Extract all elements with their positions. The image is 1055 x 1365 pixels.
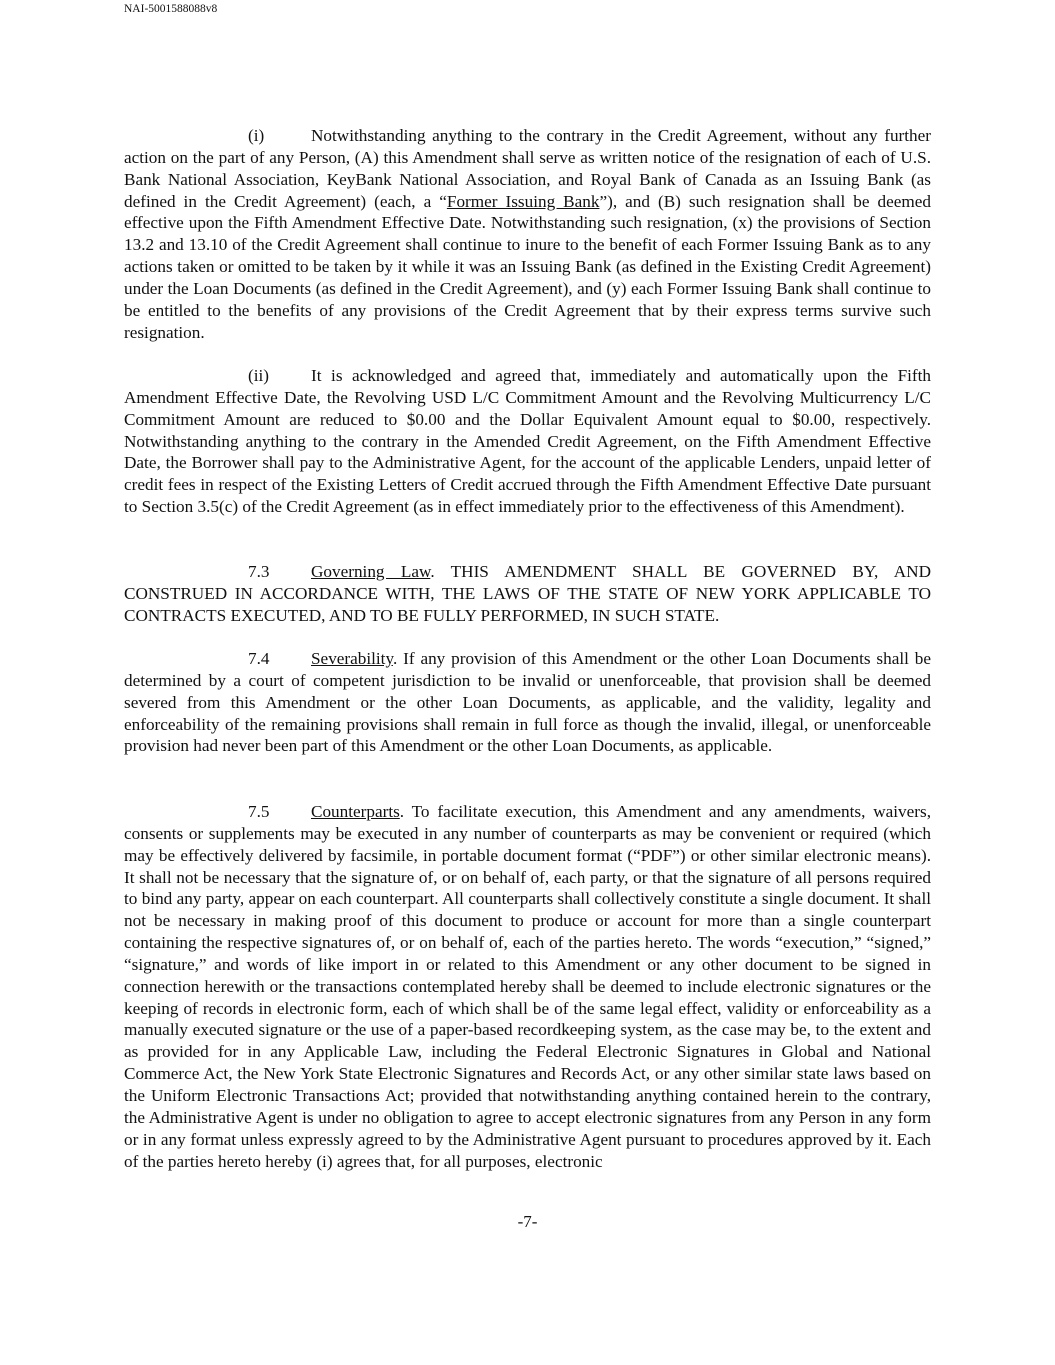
paragraph-text: ”), and (B) such resignation shall be deemed effective upon the Fifth Amendment Effective Date. Notwithstanding such resignation, (x) the provisions of Section 13.2 and 13.10 of the Credit Agreement shall continue to inure to the benefit of each Former Issuing Bank as to any actions taken or omitted to be taken by it while it was an Issuing Bank (as defined in the Existing Credit Agreement) under the Loan Documents (as defined in the Credit Agreement), and (y) each Former Issuing Bank shall continue to be entitled to the benefits of any provisions of the Credit Agreement that by their express terms survive such resignation.	[124, 191, 931, 342]
section-heading: Severability	[311, 649, 393, 668]
section-text: . If any provision of this Amendment or the other Loan Documents shall be determined by a court of competent jurisdiction to be invalid or unenforceable, that provision shall be deemed severed from this Amendment or the other Loan Documents, as applicable, and the validity, legality and enforceability of the remaining provisions shall remain in full force as though the invalid, illegal, or unenforceable provision had never been part of this Amendment or the other Loan Documents, as applicable.	[124, 649, 931, 756]
section-number: 7.5	[248, 802, 270, 821]
paragraph-i	[124, 125, 931, 343]
section-text: . To facilitate execution, this Amendment and any amendments, waivers, consents or supplements may be executed in any number of counterparts as may be convenient or required (which may be effectively delivered by facsimile, in portable document format (“PDF”) or other similar electronic means). It shall not be necessary that the signature of, or on behalf of, each party, or that the signature of all persons required to bind any party, appear on each counterpart. All counterparts shall collectively constitute a single document. It shall not be necessary in making proof of this document to produce or account for more than a single counterpart containing the respective signatures of, or on behalf of, each of the parties hereto. The words “execution,” “signed,” “signature,” and words of like import in or related to this Amendment or any other document to be signed in connection herewith or the transactions contemplated hereby shall be deemed to include electronic signatures or the keeping of records in electronic form, each of which shall be of the same legal effect, validity or enforceability as a manually executed signature or the use of a paper-based recordkeeping system, as the case may be, to the extent and as provided for in any Applicable Law, including the Federal Electronic Signatures in Global and National Commerce Act, the New York State Electronic Signatures and Records Act, or any other similar state laws based on the Uniform Electronic Transactions Act; provided that notwithstanding anything contained herein to the contrary, the Administrative Agent is under no obligation to agree to accept electronic signatures from any Person in any form or in any format unless expressly agreed to by the Administrative Agent pursuant to procedures approved by it. Each of the parties hereto hereby (i) agrees that, for all purposes, electronic	[124, 802, 931, 1171]
section-7-5	[124, 801, 931, 1172]
paragraph-ii	[124, 365, 931, 518]
paragraph-text: Notwithstanding anything to the contrary in the Credit Agreement, without any further action on the part of any Person, (A) this Amendment shall serve as written notice of the resignation of each of U.S. Bank National Association, KeyBank National Association, and Royal Bank of Canada as an Issuing Bank (as defined in the Credit Agreement) (each, a “	[124, 126, 931, 211]
section-number: 7.4	[248, 649, 270, 668]
section-7-4	[124, 648, 931, 757]
paragraph-label: (i)	[248, 126, 265, 145]
section-text: . THIS AMENDMENT SHALL BE GOVERNED BY, AND CONSTRUED IN ACCORDANCE WITH, THE LAWS OF THE STATE OF NEW YORK APPLICABLE TO CONTRACTS EXECUTED, AND TO BE FULLY PERFORMED, IN SUCH STATE.	[124, 562, 931, 625]
paragraph-label: (ii)	[248, 366, 269, 385]
section-number: 7.3	[248, 562, 270, 581]
section-heading: Governing Law	[311, 562, 431, 581]
section-heading: Counterparts	[311, 802, 400, 821]
document-id: NAI-5001588088v8	[124, 3, 218, 15]
page-number: -7-	[517, 1212, 538, 1231]
paragraph-text: It is acknowledged and agreed that, immediately and automatically upon the Fifth Amendment Effective Date, the Revolving USD L/C Commitment Amount and the Revolving Multicurrency L/C Commitment Amount are reduced to $0.00 and the Dollar Equivalent Amount equal to $0.00, respectively. Notwithstanding anything to the contrary in the Amended Credit Agreement, on the Fifth Amendment Effective Date, the Borrower shall pay to the Administrative Agent, for the account of the applicable Lenders, unpaid letter of credit fees in respect of the Existing Letters of Credit accrued through the Fifth Amendment Effective Date pursuant to Section 3.5(c) of the Credit Agreement (as in effect immediately prior to the effectiveness of this Amendment).	[124, 366, 931, 517]
section-7-3	[124, 561, 931, 627]
defined-term: Former Issuing Bank	[446, 191, 600, 211]
